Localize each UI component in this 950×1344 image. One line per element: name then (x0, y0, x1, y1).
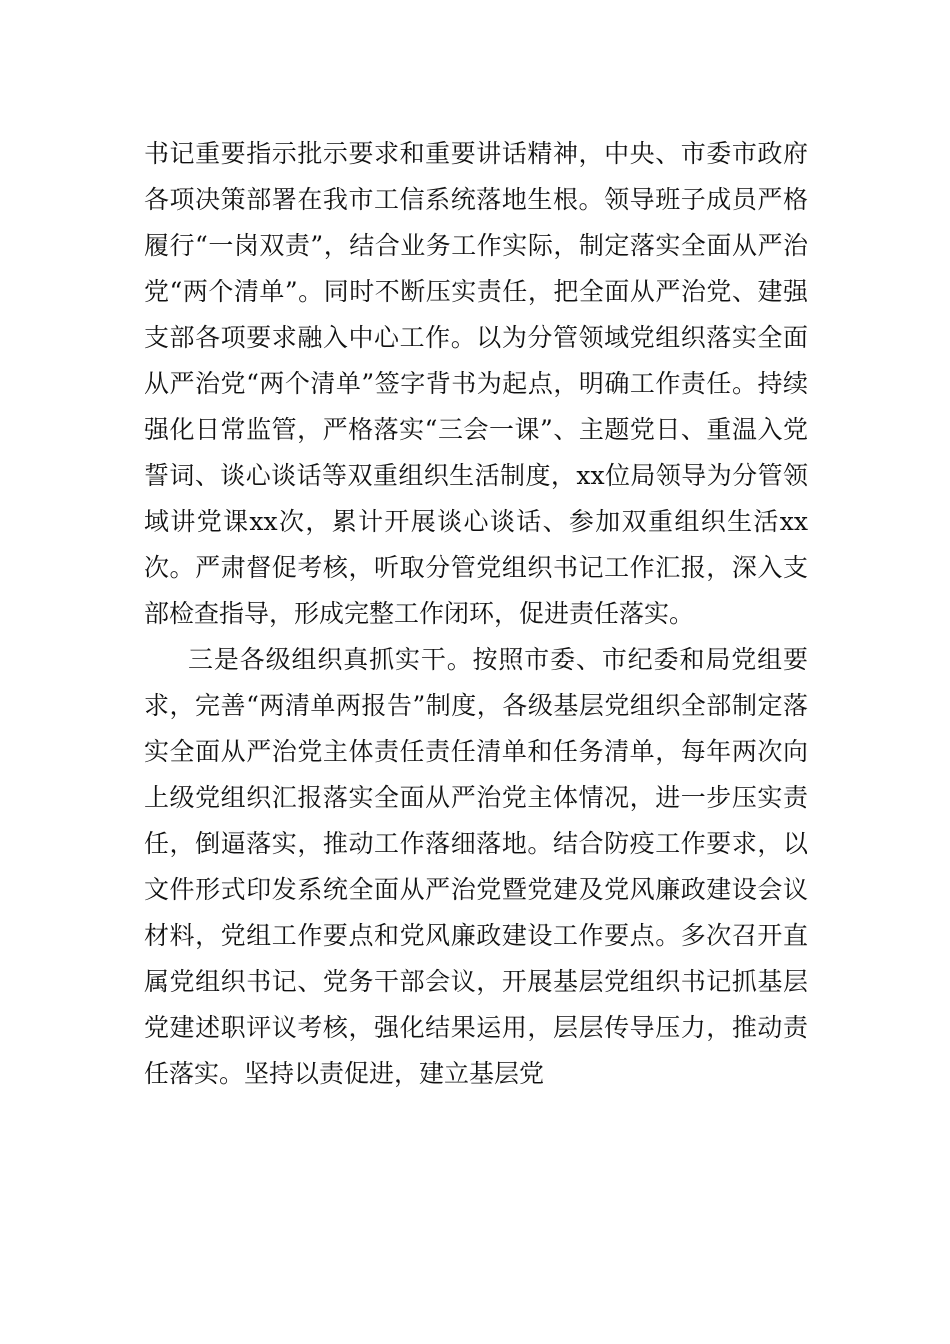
paragraph-item-three: 三是各级组织真抓实干。按照市委、市纪委和局党组要求，完善“两清单两报告”制度，各级基层党组织全部制定落实全面从严治党主体责任责任清单和任务清单，每年两次向上级党组织汇报落实全面从严治党主体情况，进一步压实责任，倒逼落实，推动工作落细落地。结合防疫工作要求，以文件形式印发系统全面从严治党暨党建及党风廉政建设会议材料，党组工作要点和党风廉政建设工作要点。多次召开直属党组织书记、党务干部会议，开展基层党组织书记抓基层党建述职评议考核，强化结果运用，层层传导压力，推动责任落实。坚持以责促进，建立基层党 (144, 645, 808, 1088)
document-body (144, 131, 808, 1097)
paragraph-continuation: 书记重要指示批示要求和重要讲话精神，中央、市委市政府各项决策部署在我市工信系统落地生根。领导班子成员严格履行“一岗双责”，结合业务工作实际，制定落实全面从严治党“两个清单”。同时不断压实责任，把全面从严治党、建强支部各项要求融入中心工作。以为分管领域党组织落实全面从严治党“两个清单”签字背书为起点，明确工作责任。持续强化日常监管，严格落实“三会一课”、主题党日、重温入党誓词、谈心谈话等双重组织生活制度，xx位局领导为分管领域讲党课xx次，累计开展谈心谈话、参加双重组织生活xx次。严肃督促考核，听取分管党组织书记工作汇报，深入支部检查指导，形成完整工作闭环，促进责任落实。 (144, 139, 808, 628)
